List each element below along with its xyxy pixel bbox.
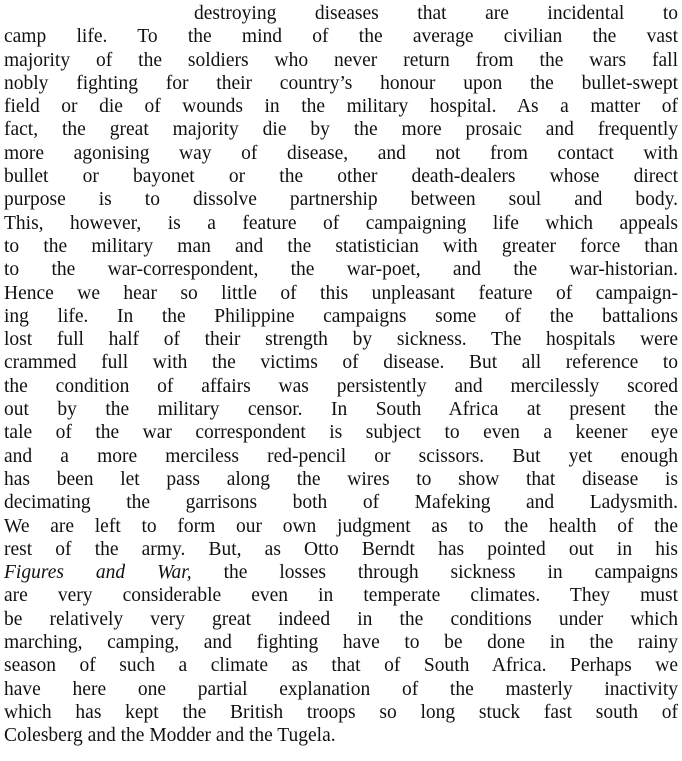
text-line: purpose is to dissolve partnership between soul and body. bbox=[4, 189, 678, 211]
text-line: has been let pass along the wires to show that disease is bbox=[4, 468, 678, 490]
text-line: be relatively very great indeed in the conditions under which bbox=[4, 608, 678, 630]
text-line: decimating the garrisons both of Mafeking and Ladysmith. bbox=[4, 492, 678, 514]
text-line: ing life. In the Philippine campaigns some of the battalions bbox=[4, 305, 678, 327]
text-line: have here one partial explanation of the masterly inactivity bbox=[4, 678, 678, 700]
text-line: fact, the great majority die by the more prosaic and frequently bbox=[4, 119, 678, 141]
text-line: This, however, is a feature of campaigning life which appeals bbox=[4, 212, 678, 234]
body-text bbox=[4, 2, 678, 748]
text-line: destroying diseases that are incidental to bbox=[194, 3, 678, 24]
text-line: to the military man and the statistician with greater force than bbox=[4, 235, 678, 257]
text-line: the condition of affairs was persistently and mercilessly scored bbox=[4, 375, 678, 397]
text-line: camp life. To the mind of the average civilian the vast bbox=[4, 26, 678, 48]
text-line: are very considerable even in temperate climates. They must bbox=[4, 585, 678, 607]
text-line: tale of the war correspondent is subject to even a keener eye bbox=[4, 422, 678, 444]
text-line: more agonising way of disease, and not from contact with bbox=[4, 142, 678, 164]
text-line: Hence we hear so little of this unpleasant feature of campaign- bbox=[4, 282, 678, 304]
text-line: and a more merciless red-pencil or scissors. But yet enough bbox=[4, 445, 678, 467]
text-line: We are left to form our own judgment as to the health of the bbox=[4, 515, 678, 537]
text-line-rest: the losses through sickness in campaigns bbox=[191, 562, 679, 584]
text-line-with-title bbox=[4, 561, 678, 584]
text-line: field or die of wounds in the military hospital. As a matter of bbox=[4, 96, 678, 118]
text-line: nobly fighting for their country’s honour upon the bullet-swept bbox=[4, 72, 678, 94]
text-line: Colesberg and the Modder and the Tugela. bbox=[4, 725, 336, 747]
text-line: bullet or bayonet or the other death-dealers whose direct bbox=[4, 166, 678, 188]
text-line: rest of the army. But, as Otto Berndt has pointed out in his bbox=[4, 538, 678, 560]
text-line: out by the military censor. In South Africa at present the bbox=[4, 399, 678, 421]
text-line: majority of the soldiers who never return from the wars fall bbox=[4, 49, 678, 71]
text-line: lost full half of their strength by sickness. The hospitals were bbox=[4, 329, 678, 351]
text-line: which has kept the British troops so long stuck fast south of bbox=[4, 701, 678, 723]
book-title: Figures and War, bbox=[4, 562, 192, 584]
text-line: marching, camping, and fighting have to be done in the rainy bbox=[4, 632, 678, 654]
text-line: season of such a climate as that of South Africa. Perhaps we bbox=[4, 655, 678, 677]
text-line: to the war-correspondent, the war-poet, and the war-historian. bbox=[4, 259, 678, 281]
text-line: crammed full with the victims of disease. But all reference to bbox=[4, 352, 678, 374]
